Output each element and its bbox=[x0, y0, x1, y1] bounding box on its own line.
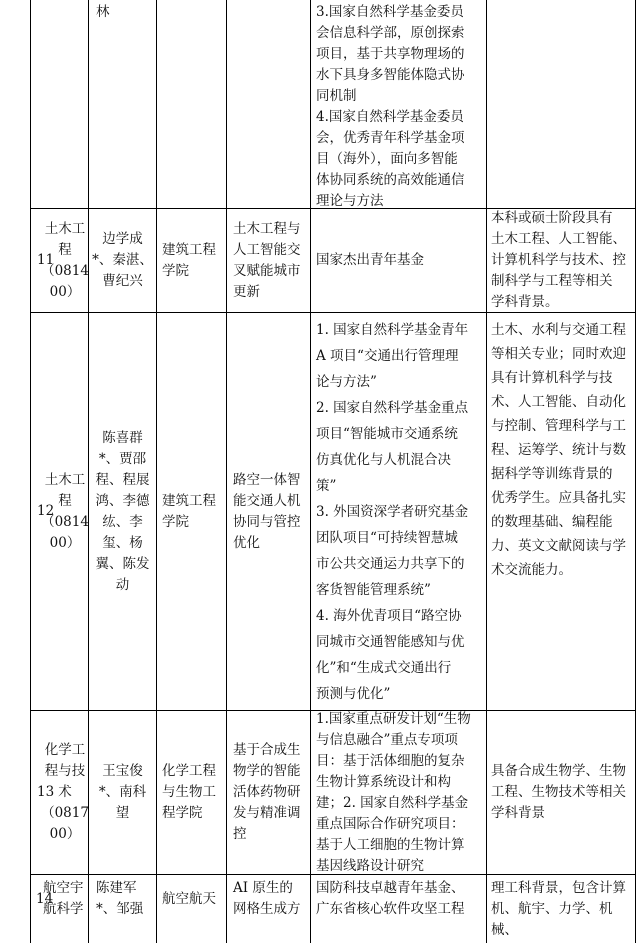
table-rule bbox=[635, 0, 636, 943]
advisors-cell bbox=[96, 878, 156, 920]
table-rule bbox=[226, 0, 227, 943]
requirements-cell bbox=[491, 209, 635, 312]
discipline-text: 土木工 程 （0814 00） bbox=[41, 220, 89, 300]
college-cell bbox=[162, 313, 226, 710]
projects-text: 国家杰出青年基金 bbox=[316, 252, 424, 268]
advisors-cell bbox=[89, 209, 156, 312]
requirements-text: 具备合成生物学、生物 工程、生物技术等相关 学科背景 bbox=[491, 763, 626, 821]
table-row-no: 12 bbox=[37, 503, 55, 519]
direction-cell bbox=[233, 209, 310, 312]
direction-cell bbox=[233, 313, 310, 710]
requirements-cell bbox=[491, 711, 635, 874]
direction-text: 土木工程与 人工智能交 叉赋能城市 更新 bbox=[233, 220, 301, 300]
projects-cell bbox=[316, 711, 486, 874]
discipline-text: 土木工 程 （0814 00） bbox=[41, 471, 89, 551]
requirements-cell bbox=[491, 878, 635, 941]
discipline-cell bbox=[30, 711, 88, 874]
direction-cell bbox=[233, 878, 310, 920]
advisors-cell bbox=[89, 711, 156, 874]
advisor-cell bbox=[96, 2, 154, 23]
advisor-text: 林 bbox=[96, 4, 110, 20]
advisors-text: 王宝俊 *、南科 望 bbox=[98, 763, 147, 821]
table-row-no: 13 bbox=[37, 784, 55, 800]
direction-text: 路空一体智 能交通人机 协同与管控 优化 bbox=[233, 471, 301, 551]
college-text: 建筑工程 学院 bbox=[162, 492, 216, 530]
advisors-text: 陈喜群 *、贾邵 程、程展 鸿、李德 纮、李 玺、杨 翼、陈发 动 bbox=[95, 429, 150, 593]
table-row-no: 14 bbox=[36, 891, 54, 907]
requirements-text: 本科或硕士阶段具有 土木工程、人工智能、 计算机科学与技术、控 制科学与工程等相关 学科背景。 bbox=[491, 210, 626, 310]
projects-cell bbox=[316, 2, 486, 212]
discipline-text: 化学工 程与技 术 （0817 00） bbox=[41, 742, 89, 842]
direction-text: 基于合成生 物学的智能 活体药物研 发与精准调 控 bbox=[233, 742, 301, 842]
direction-text: AI 原生的 网格生成方 bbox=[233, 880, 301, 917]
table-rule bbox=[310, 0, 311, 943]
requirements-cell bbox=[491, 318, 635, 582]
college-cell bbox=[162, 209, 226, 312]
projects-text: 1.国家重点研发计划“生物 与信息融合”重点专项项 目：基于活体细胞的复杂 生物计算系统设计和构 建；2. 国家自然科学基金 重点国际合作研究项目： 基于人工细胞的生物计算 基因线路设计研究 bbox=[316, 710, 471, 874]
discipline-cell bbox=[30, 313, 88, 710]
table-rule bbox=[156, 0, 157, 943]
projects-cell bbox=[316, 878, 486, 920]
requirements-text: 土木、水利与交通工程 等相关专业；同时欢迎 具有计算机科学与技 术、人工智能、自动化 与控制、管理科学与工 程、运筹学、统计与数 据科学等训练背景的 优秀学生。应具备扎实 的数理基础、编程能 力、英文文献阅读与学 术交流能力。 bbox=[491, 322, 626, 578]
projects-cell bbox=[316, 313, 486, 710]
projects-cell bbox=[316, 209, 486, 312]
table-rule bbox=[486, 0, 487, 943]
college-cell bbox=[162, 889, 226, 910]
advisors-text: 陈建军 *、邹强 bbox=[96, 880, 144, 917]
requirements-text: 理工科背景，包含计算 机、航宇、力学、机械、 bbox=[491, 880, 626, 938]
discipline-cell bbox=[43, 878, 88, 920]
advisors-text: 边学成 *、秦湛、 曹纪兴 bbox=[92, 231, 153, 289]
college-text: 建筑工程 学院 bbox=[162, 241, 216, 279]
college-cell bbox=[162, 711, 226, 874]
projects-text: 1. 国家自然科学基金青年 A 项目“交通出行管理理 论与方法” 2. 国家自然科学基金重点 项目“智能城市交通系统 仿真优化与人机混合决 策” 3. 外国资深学者研究基金 团队项目“可持续智慧城 市公共交通运力共享下的 客货智能管理系统” 4. 海外优青项目“路空协 同城市交通智能感知与优 化”和“生成式交通出行 预测与优化” bbox=[316, 321, 469, 702]
projects-text: 3.国家自然科学基金委员 会信息科学部，原创探索 项目，基于共享物理场的 水下具身多智能体隐式协 同机制 4.国家自然科学基金委员 会，优秀青年科学基金项 目（海外），面向多智能 体协同系统的高效能通信 理论与方法 bbox=[316, 4, 465, 209]
discipline-text: 航空宇 航科学 bbox=[43, 880, 84, 917]
college-text: 航空航天 bbox=[162, 891, 216, 907]
projects-text: 国防科技卓越青年基金、 广东省核心软件攻坚工程 bbox=[316, 880, 465, 917]
table-row-no: 11 bbox=[37, 252, 55, 268]
direction-cell bbox=[233, 711, 310, 874]
advisors-cell bbox=[89, 313, 156, 710]
discipline-cell bbox=[30, 209, 88, 312]
college-text: 化学工程 与生物工 程学院 bbox=[162, 763, 216, 821]
